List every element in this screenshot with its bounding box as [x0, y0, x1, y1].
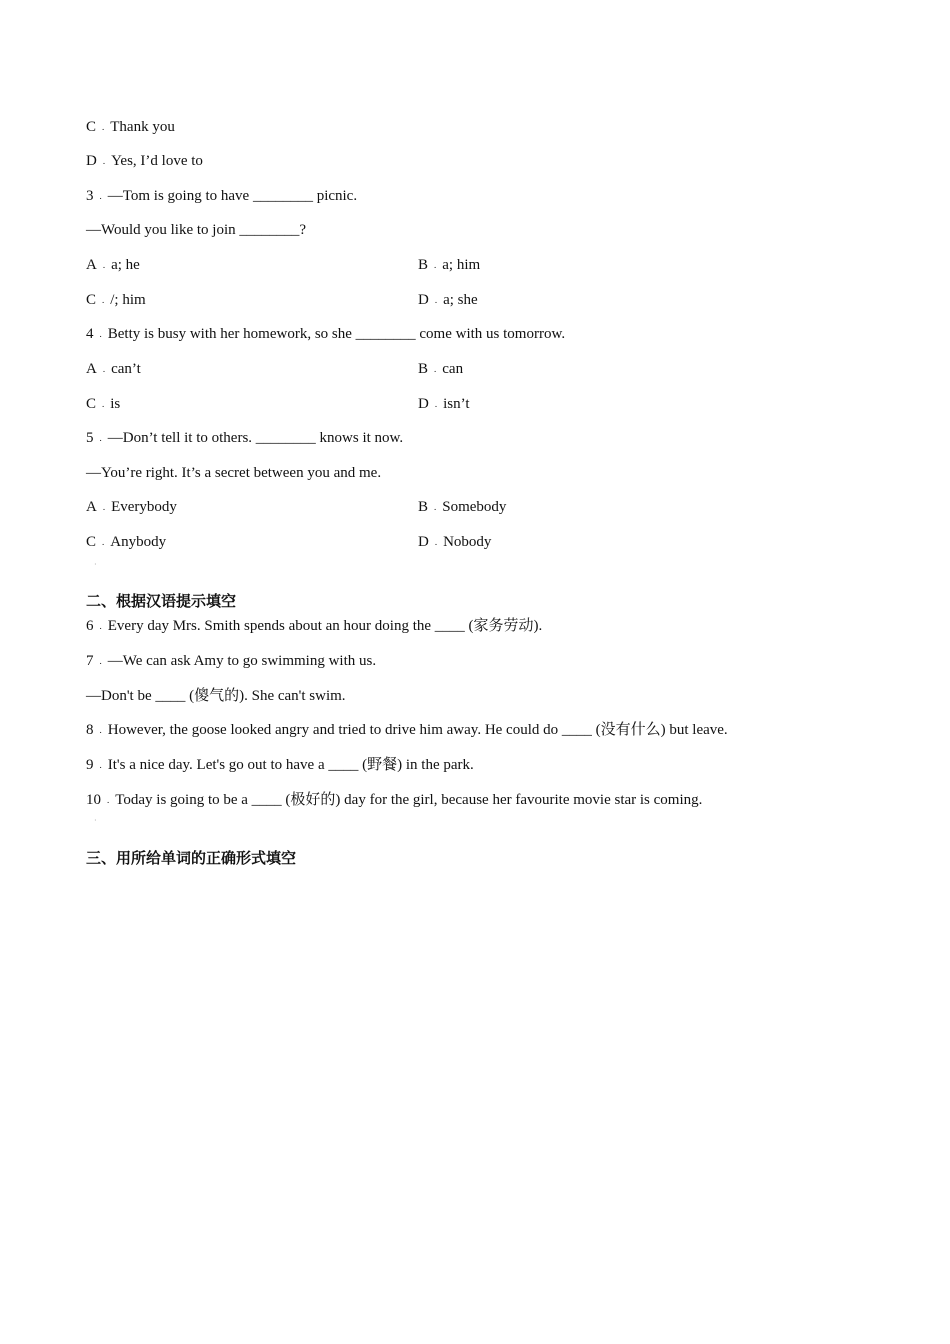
question-7-line1: 7 . —We can ask Amy to go swimming with us.	[86, 653, 377, 669]
question-4-stem: 4 . Betty is busy with her homework, so she ________ come with us tomorrow.	[86, 326, 566, 342]
question-5-stem: 5 . —Don’t tell it to others. ________ knows it now.	[86, 430, 404, 446]
option-c: C . Thank you	[86, 119, 175, 135]
question-3-stem: 3 . —Tom is going to have ________ picnic.	[86, 188, 358, 204]
q3-option-d: D . a; she	[418, 292, 478, 308]
q5-option-d: D . Nobody	[418, 534, 492, 550]
question-9: 9 . It's a nice day. Let's go out to have a ____ (野餐) in the park.	[86, 757, 474, 773]
q3-option-a: A . a; he	[86, 257, 140, 273]
q4-option-b: B . can	[418, 361, 464, 377]
question-8: 8 . However, the goose looked angry and tried to drive him away. He could do ____ (没有什么) but leave.	[86, 722, 728, 738]
q3-option-b: B . a; him	[418, 257, 481, 273]
q3-option-c: C . /; him	[86, 292, 146, 308]
q5-option-c: C . Anybody	[86, 534, 167, 550]
question-6: 6 . Every day Mrs. Smith spends about an hour doing the ____ (家务劳动).	[86, 618, 543, 634]
q4-option-d: D . isn’t	[418, 396, 470, 412]
question-5-reply: —You’re right. It’s a secret between you and me.	[86, 465, 382, 481]
section-3-heading: 三、用所给单词的正确形式填空	[86, 849, 297, 867]
q4-option-c: C . is	[86, 396, 121, 412]
question-3-reply: —Would you like to join ________?	[86, 222, 307, 238]
q5-option-a: A . Everybody	[86, 499, 177, 515]
q4-option-a: A . can’t	[86, 361, 141, 377]
section-2-heading: 二、根据汉语提示填空	[86, 592, 237, 610]
paragraph-mark: ·	[94, 560, 97, 569]
question-7-line2: —Don't be ____ (傻气的). She can't swim.	[86, 688, 346, 704]
q5-option-b: B . Somebody	[418, 499, 507, 515]
paragraph-mark: ·	[94, 816, 97, 825]
question-10: 10 . Today is going to be a ____ (极好的) day for the girl, because her favourite movie star is coming.	[86, 792, 703, 808]
option-d: D . Yes, I’d love to	[86, 153, 203, 169]
